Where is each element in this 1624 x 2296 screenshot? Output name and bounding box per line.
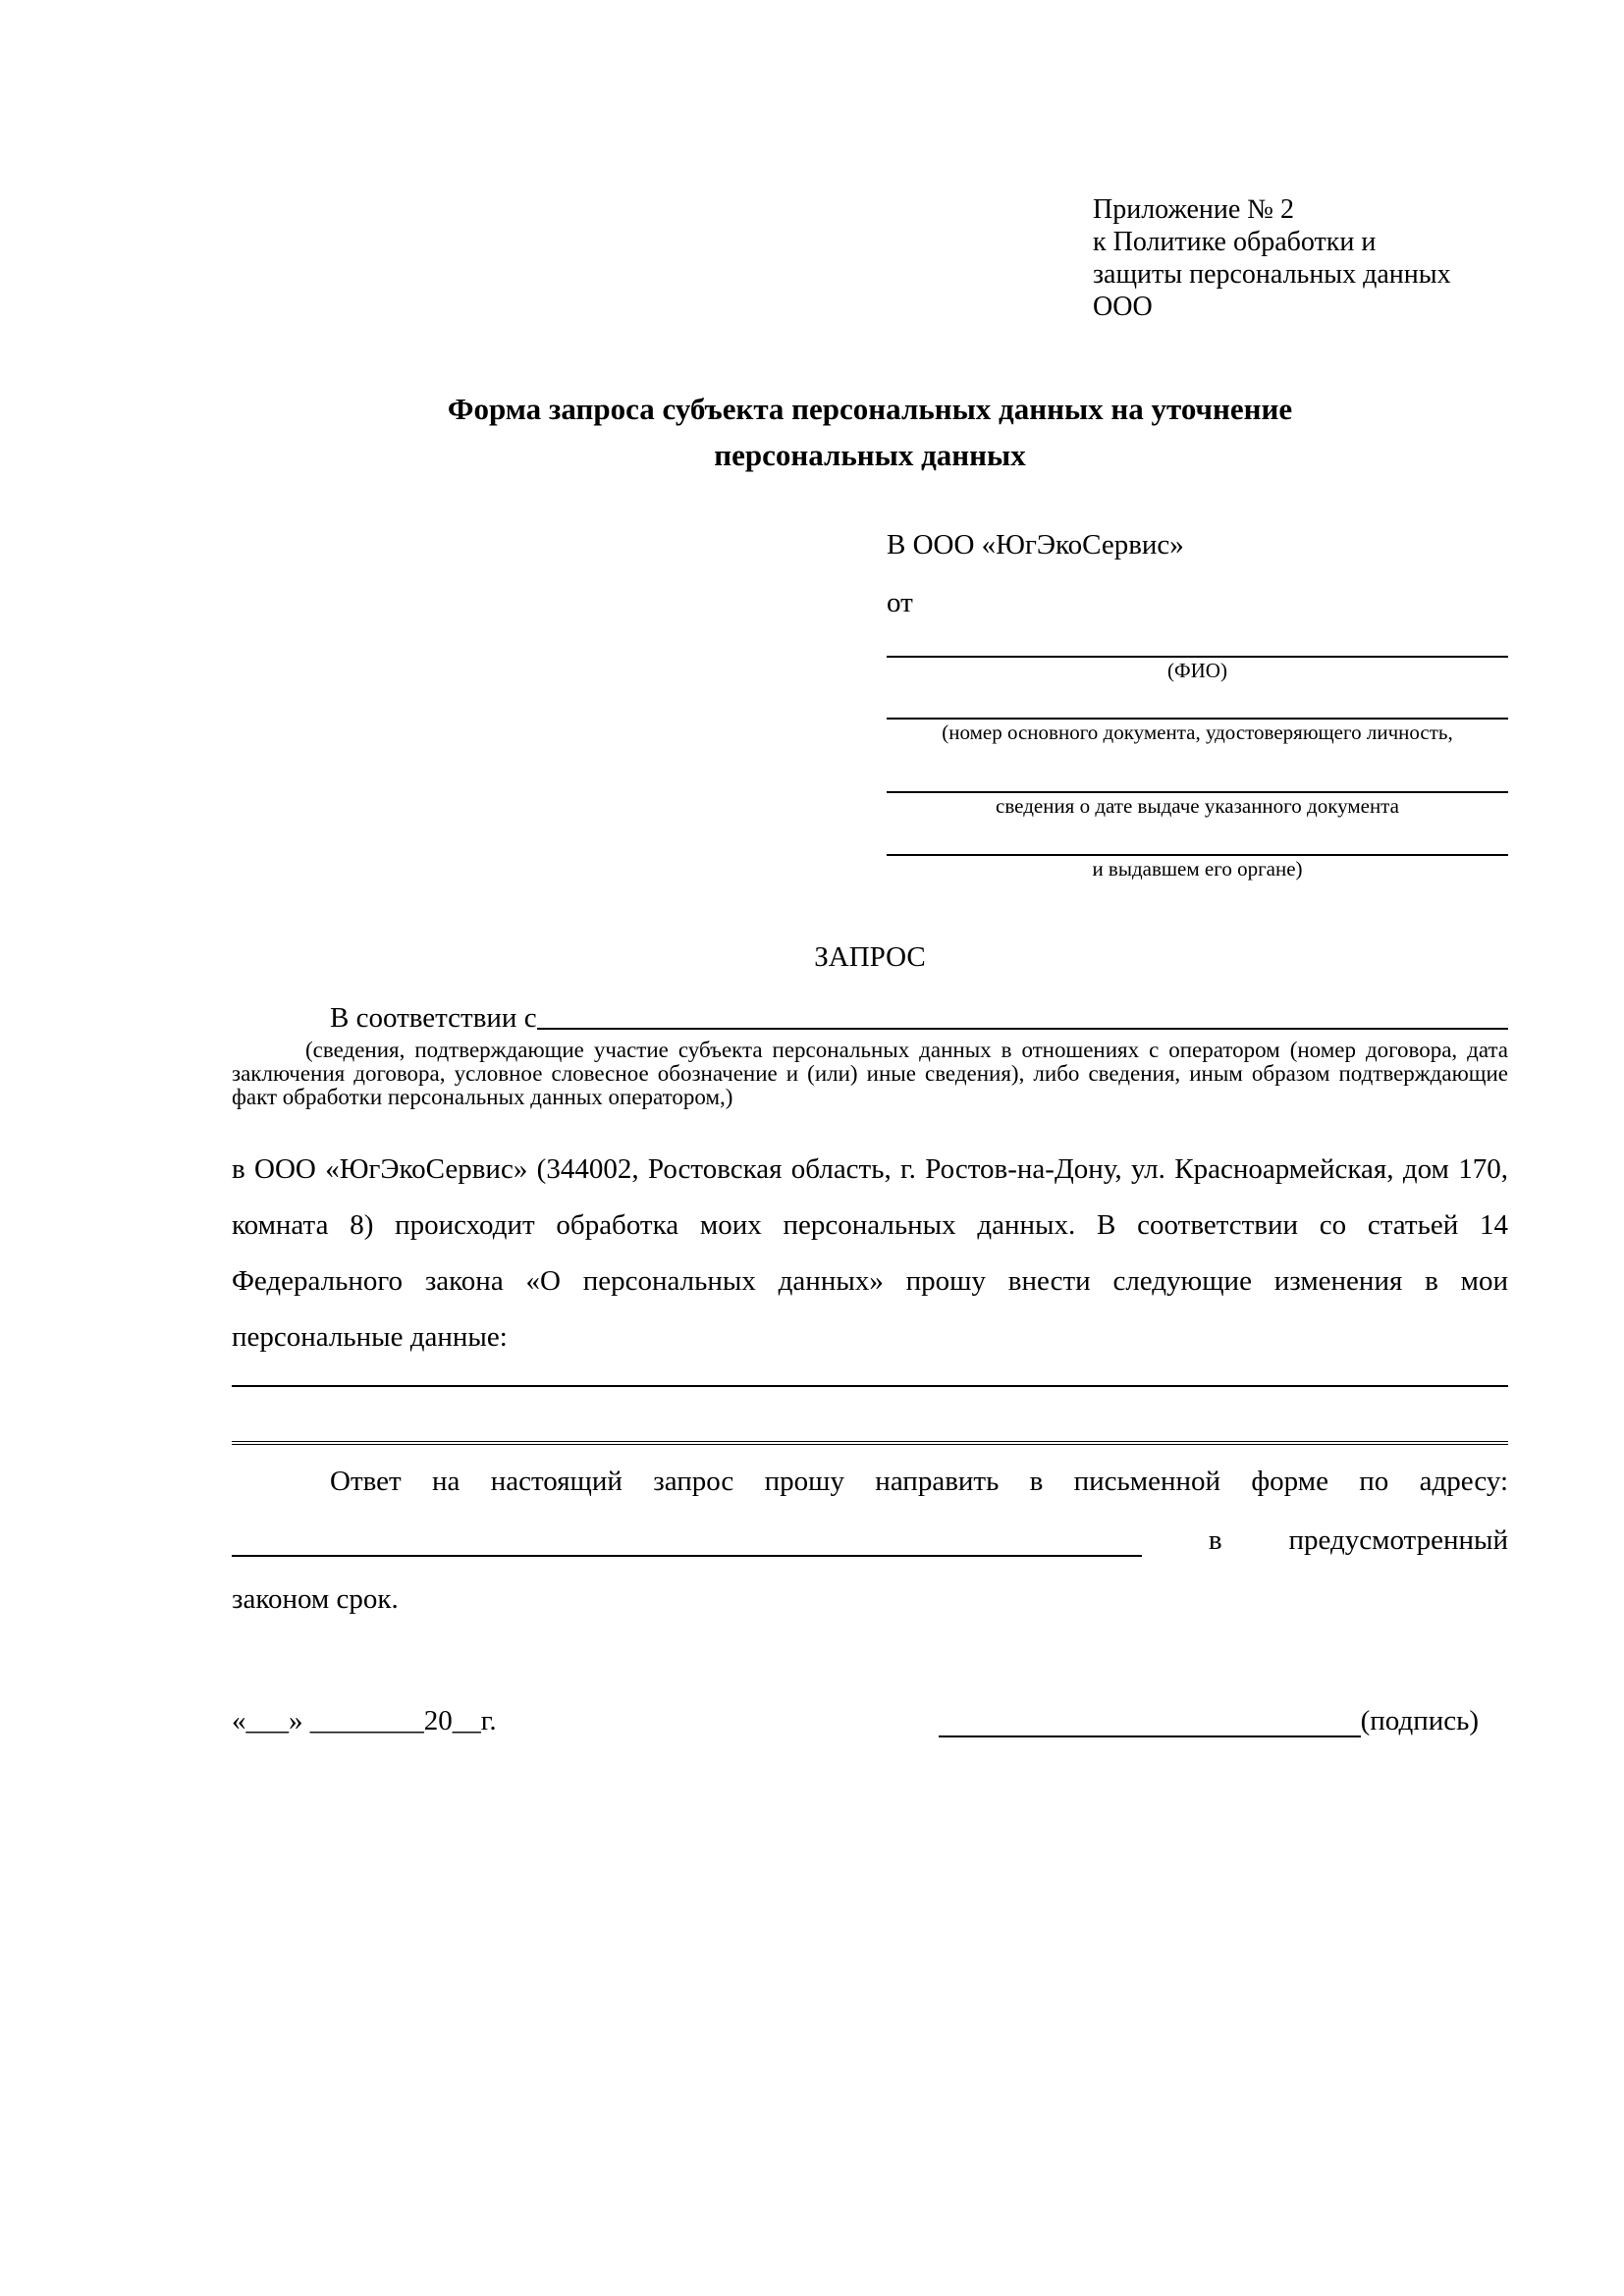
request-heading: ЗАПРОС	[814, 941, 926, 973]
addressee-from-label: от	[887, 587, 913, 618]
issue-date-caption: сведения о дате выдаче указанного документа	[996, 794, 1399, 818]
address-blank-line	[232, 1527, 1142, 1557]
document-title-line: Форма запроса субъекта персональных данных на уточнение	[447, 392, 1293, 426]
changes-blank-line-1	[232, 1385, 1508, 1387]
reply-request-lead: Ответ на настоящий запрос прошу направить в письменной форме по адресу:	[330, 1466, 1508, 1497]
reply-tail: законом срок.	[232, 1583, 399, 1615]
small-print-note: (сведения, подтверждающие участие субъекта персональных данных в отношениях с оператором (номер договора, дата заключения договора, условное словесное обозначение и (или) иные сведения), либо сведения, иным образом подтверждающие факт обработки персональных данных оператором,)	[232, 1038, 1508, 1109]
reply-word: предусмотренный	[1288, 1524, 1508, 1556]
document-number-caption: (номер основного документа, удостоверяющего личность,	[942, 721, 1453, 744]
appendix-line: ООО	[1093, 292, 1153, 322]
accordance-lead: В соответствии с	[330, 1002, 537, 1034]
appendix-block	[1093, 193, 1508, 323]
accordance-line	[232, 1002, 1508, 1035]
document-content	[232, 0, 1508, 1737]
accordance-blank-line	[537, 1002, 1508, 1030]
document-title	[232, 386, 1508, 478]
date-blank-line: «___» ________20__г.	[232, 1705, 497, 1736]
fio-caption: (ФИО)	[1167, 659, 1227, 682]
appendix-line: Приложение № 2	[1093, 194, 1294, 225]
reply-address-line	[232, 1524, 1508, 1557]
changes-blank-line-2	[232, 1441, 1508, 1445]
body-paragraph: в ООО «ЮгЭкоСервис» (344002, Ростовская область, г. Ростов-на-Дону, ул. Красноармейская, дом 170, комната 8) происходит обработка моих персональных данных. В соответствии со статьей 14 Федерального закона «О персональных данных» прошу внести следующие изменения в мои персональные данные:	[232, 1153, 1508, 1353]
signature-group	[939, 1705, 1479, 1737]
addressee-block	[887, 529, 1508, 881]
signature-blank-line	[939, 1708, 1361, 1737]
issuing-authority-caption: и выдавшем его органе)	[1092, 857, 1303, 881]
signature-caption: (подпись)	[1360, 1705, 1479, 1736]
addressee-to: В ООО «ЮгЭкоСервис»	[887, 529, 1184, 561]
date-signature-row	[232, 1705, 1508, 1737]
appendix-line: защиты персональных данных	[1093, 259, 1451, 290]
reply-word: в	[1208, 1524, 1222, 1556]
document-title-line: персональных данных	[714, 438, 1026, 472]
appendix-line: к Политике обработки и	[1093, 227, 1377, 257]
